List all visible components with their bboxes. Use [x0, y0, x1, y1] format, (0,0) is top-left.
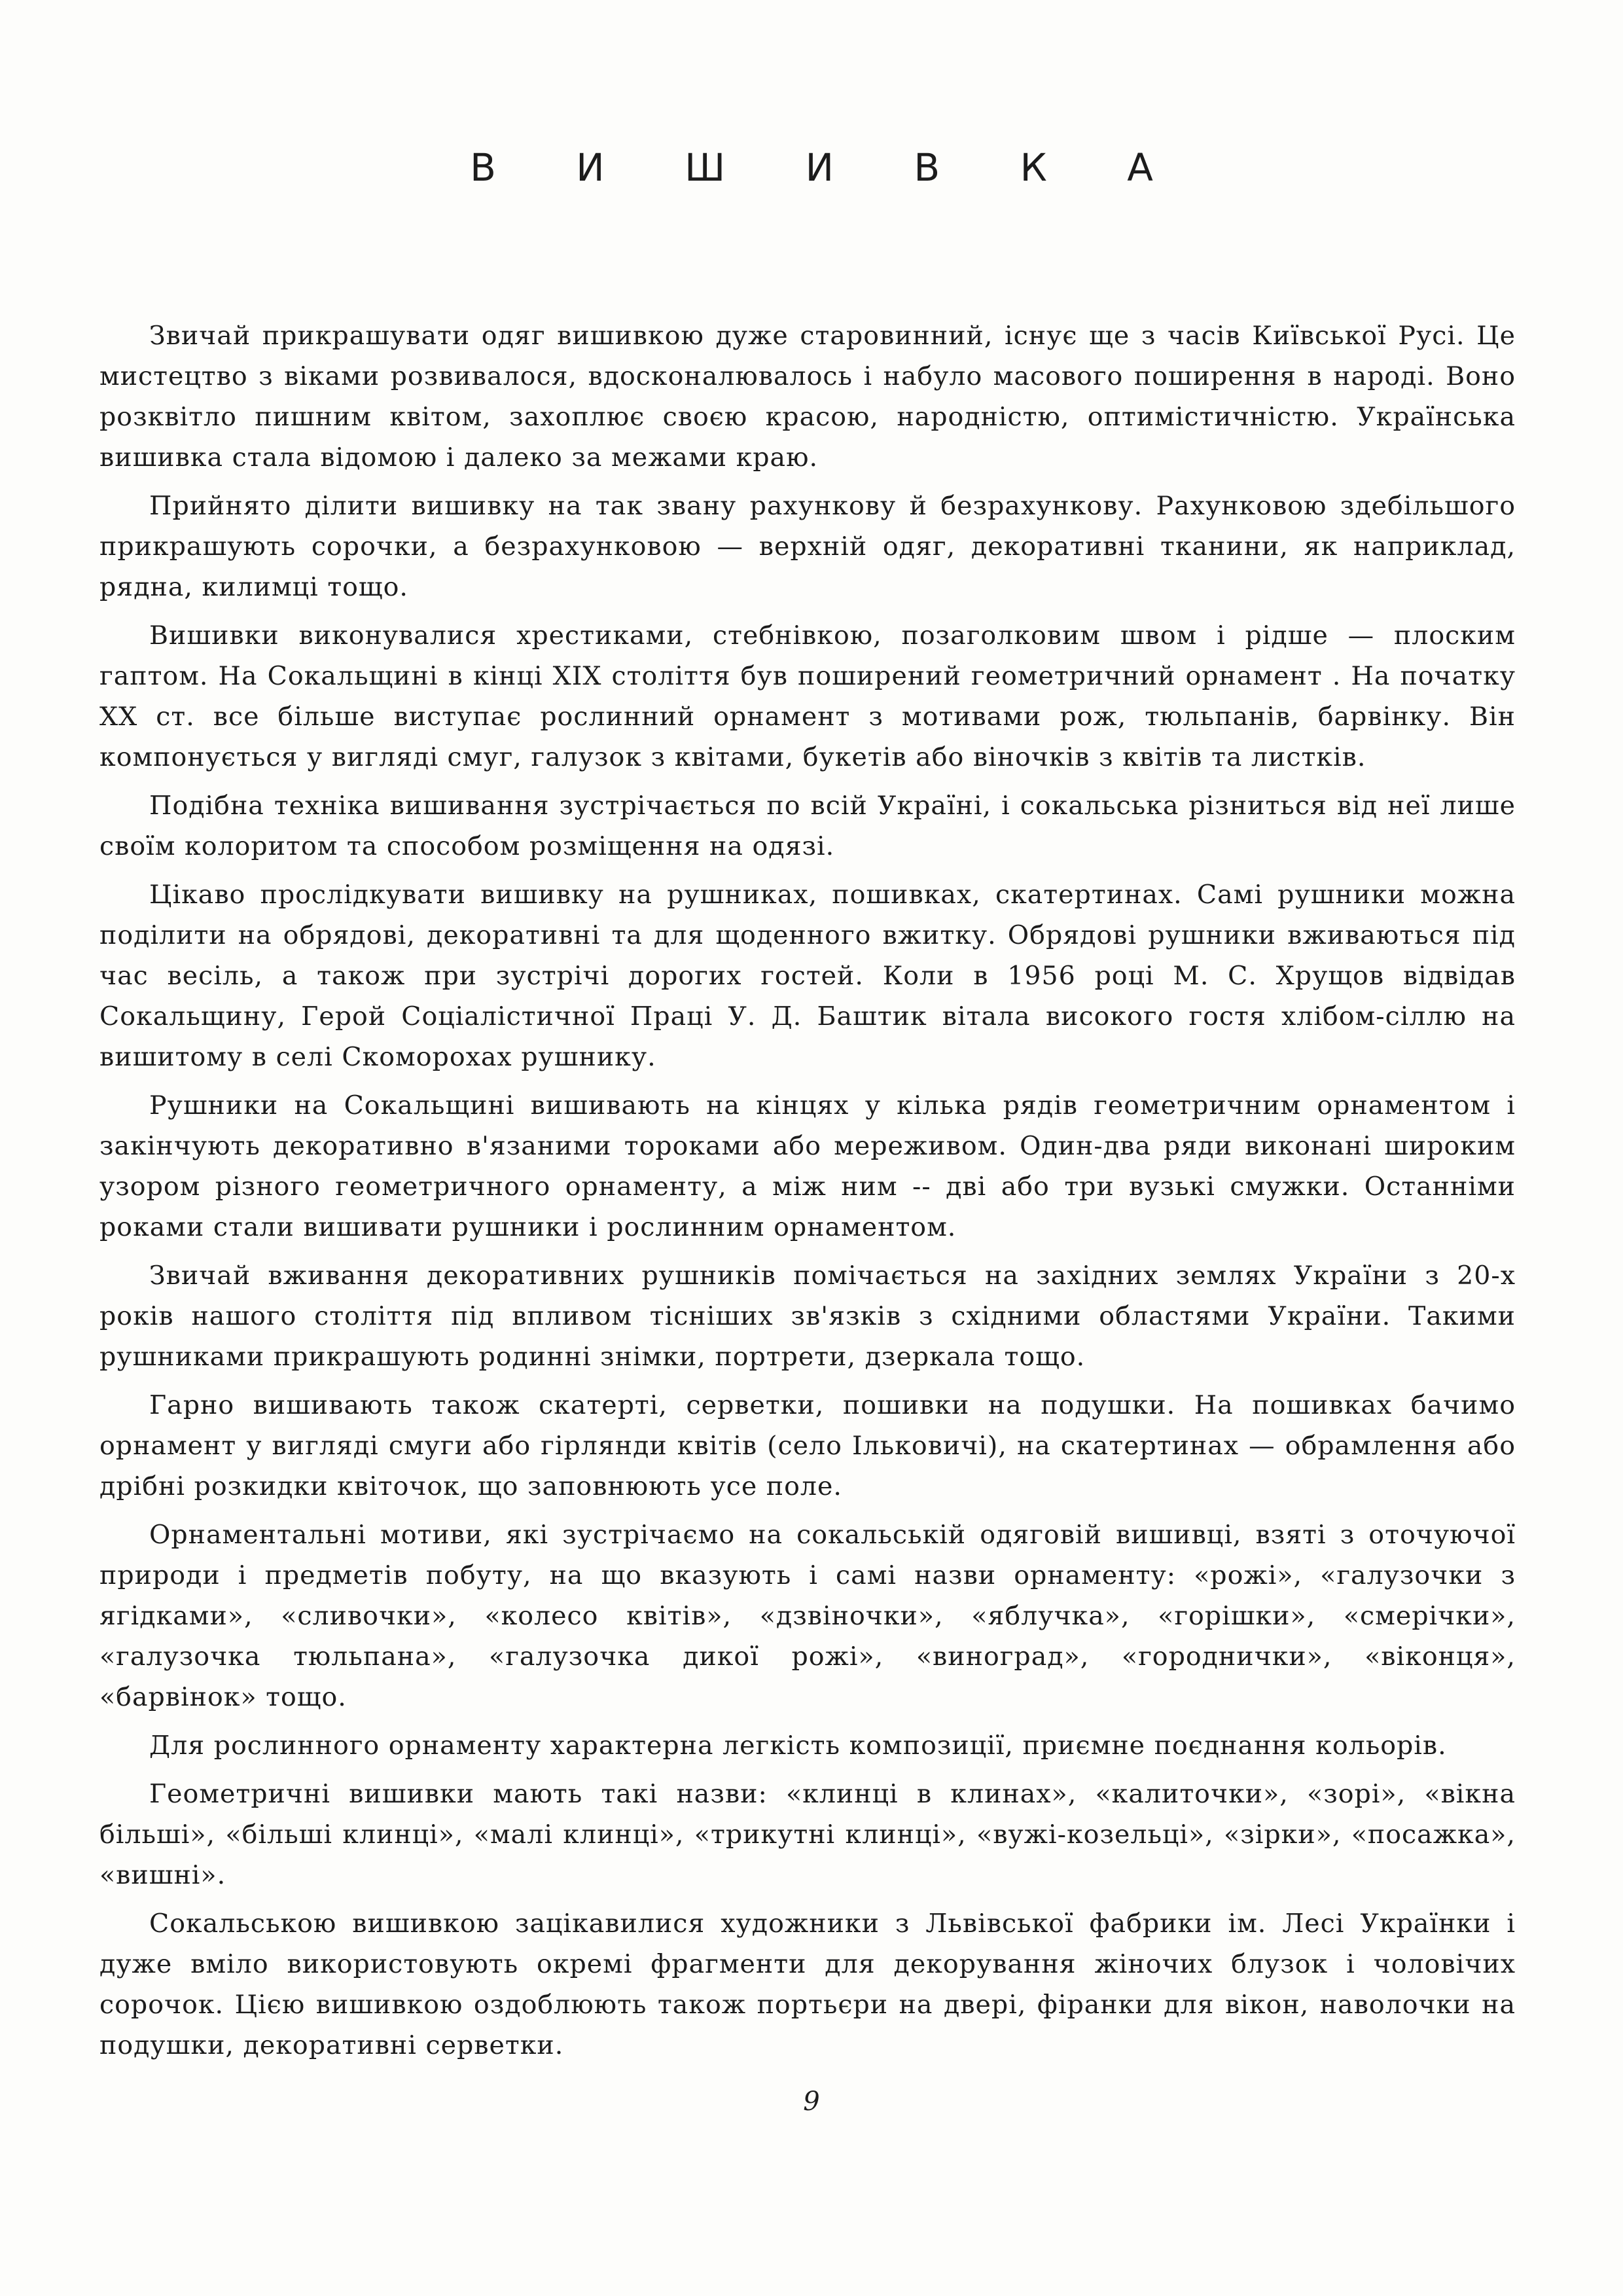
article-body	[99, 315, 1516, 2073]
page-title: В И Ш И В К А	[470, 145, 1187, 190]
paragraph: Вишивки виконувалися хрестиками, стебнівкою, позаголковим швом і рідше — плоским гаптом. На Сокальщині в кінці XIX століття був поширений геометричний орнамент . На початку XX ст. все більше виступає рослинний орнамент з мотивами рож, тюльпанів, барвінку. Він компонується у вигляді смуг, галузок з квітами, букетів або віночків з квітів та листків.	[99, 620, 1516, 772]
paragraph: Сокальською вишивкою зацікавилися художники з Львівської фабрики ім. Лесі Українки і дуже вміло використовують окремі фрагменти для декорування жіночих блузок і чоловічих сорочок. Цією вишивкою оздоблюють також портьєри на двері, фіранки для вікон, наволочки на подушки, декоративні серветки.	[99, 1909, 1516, 2060]
paragraph: Гарно вишивають також скатерті, серветки, пошивки на подушки. На пошивках бачимо орнамент у вигляді смуги або гірлянди квітів (село Ільковичі), на скатертинах — обрамлення або дрібні розкидки квіточок, що заповнюють усе поле.	[99, 1390, 1516, 1501]
paragraph: Звичай вживання декоративних рушників помічається на західних землях України з 20-х років нашого століття під впливом тісніших зв'язків з східними областями України. Такими рушниками прикрашують родинні знімки, портрети, дзеркала тощо.	[99, 1261, 1516, 1372]
paragraph: Орнаментальні мотиви, які зустрічаємо на сокальській одяговій вишивці, взяті з оточуючої природи і предметів побуту, на що вказують і самі назви орнаменту: «рожі», «галузочки з ягідками», «сливочки», «колесо квітів», «дзвіночки», «яблучка», «горішки», «смерічки», «галузочка тюльпана», «галузочка дикої рожі», «виноград», «городнички», «віконця», «барвінок» тощо.	[99, 1520, 1516, 1712]
paragraph: Для рослинного орнаменту характерна легкість композиції, приємне поєднання кольорів.	[149, 1731, 1447, 1761]
paragraph: Подібна техніка вишивання зустрічається по всій Україні, і сокальська різниться від неї лише своїм колоритом та способом розміщення на одязі.	[99, 791, 1516, 861]
paragraph: Прийнято ділити вишивку на так звану рахункову й безрахункову. Рахунковою здебільшого прикрашують сорочки, а безрахунковою — верхній одяг, декоративні тканини, як наприклад, рядна, килимці тощо.	[99, 491, 1516, 602]
paragraph: Рушники на Сокальщині вишивають на кінцях у кілька рядів геометричним орнаментом і закінчують декоративно в'язаними тороками або мереживом. Один-два ряди виконані широким узором різного геометричного орнаменту, а між ним -- дві або три вузькі смужки. Останніми роками стали вишивати рушники і рослинним орнаментом.	[99, 1090, 1516, 1242]
paragraph: Цікаво прослідкувати вишивку на рушниках, пошивках, скатертинах. Самі рушники можна поділити на обрядові, декоративні та для щоденного вжитку. Обрядові рушники вживаються під час весіль, а також при зустрічі дорогих гостей. Коли в 1956 році М. С. Хрущов відвідав Сокальщину, Герой Соціалістичної Праці У. Д. Баштик вітала високого гостя хлібом-сіллю на вишитому в селі Скоморохах рушнику.	[99, 880, 1516, 1072]
paragraph: Геометричні вишивки мають такі назви: «клинці в клинах», «калиточки», «зорі», «вікна більші», «більші клинці», «малі клинці», «трикутні клинці», «вужі-козельці», «зірки», «посажка», «вишні».	[99, 1779, 1516, 1890]
paragraph: Звичай прикрашувати одяг вишивкою дуже старовинний, існує ще з часів Київської Русі. Це мистецтво з віками розвивалося, вдосконалювалось і набуло масового поширення в народі. Воно розквітло пишним квітом, захоплює своєю красою, народністю, оптимістичністю. Українська вишивка стала відомою і далеко за межами краю.	[99, 321, 1516, 473]
page-number: 9	[803, 2087, 820, 2117]
